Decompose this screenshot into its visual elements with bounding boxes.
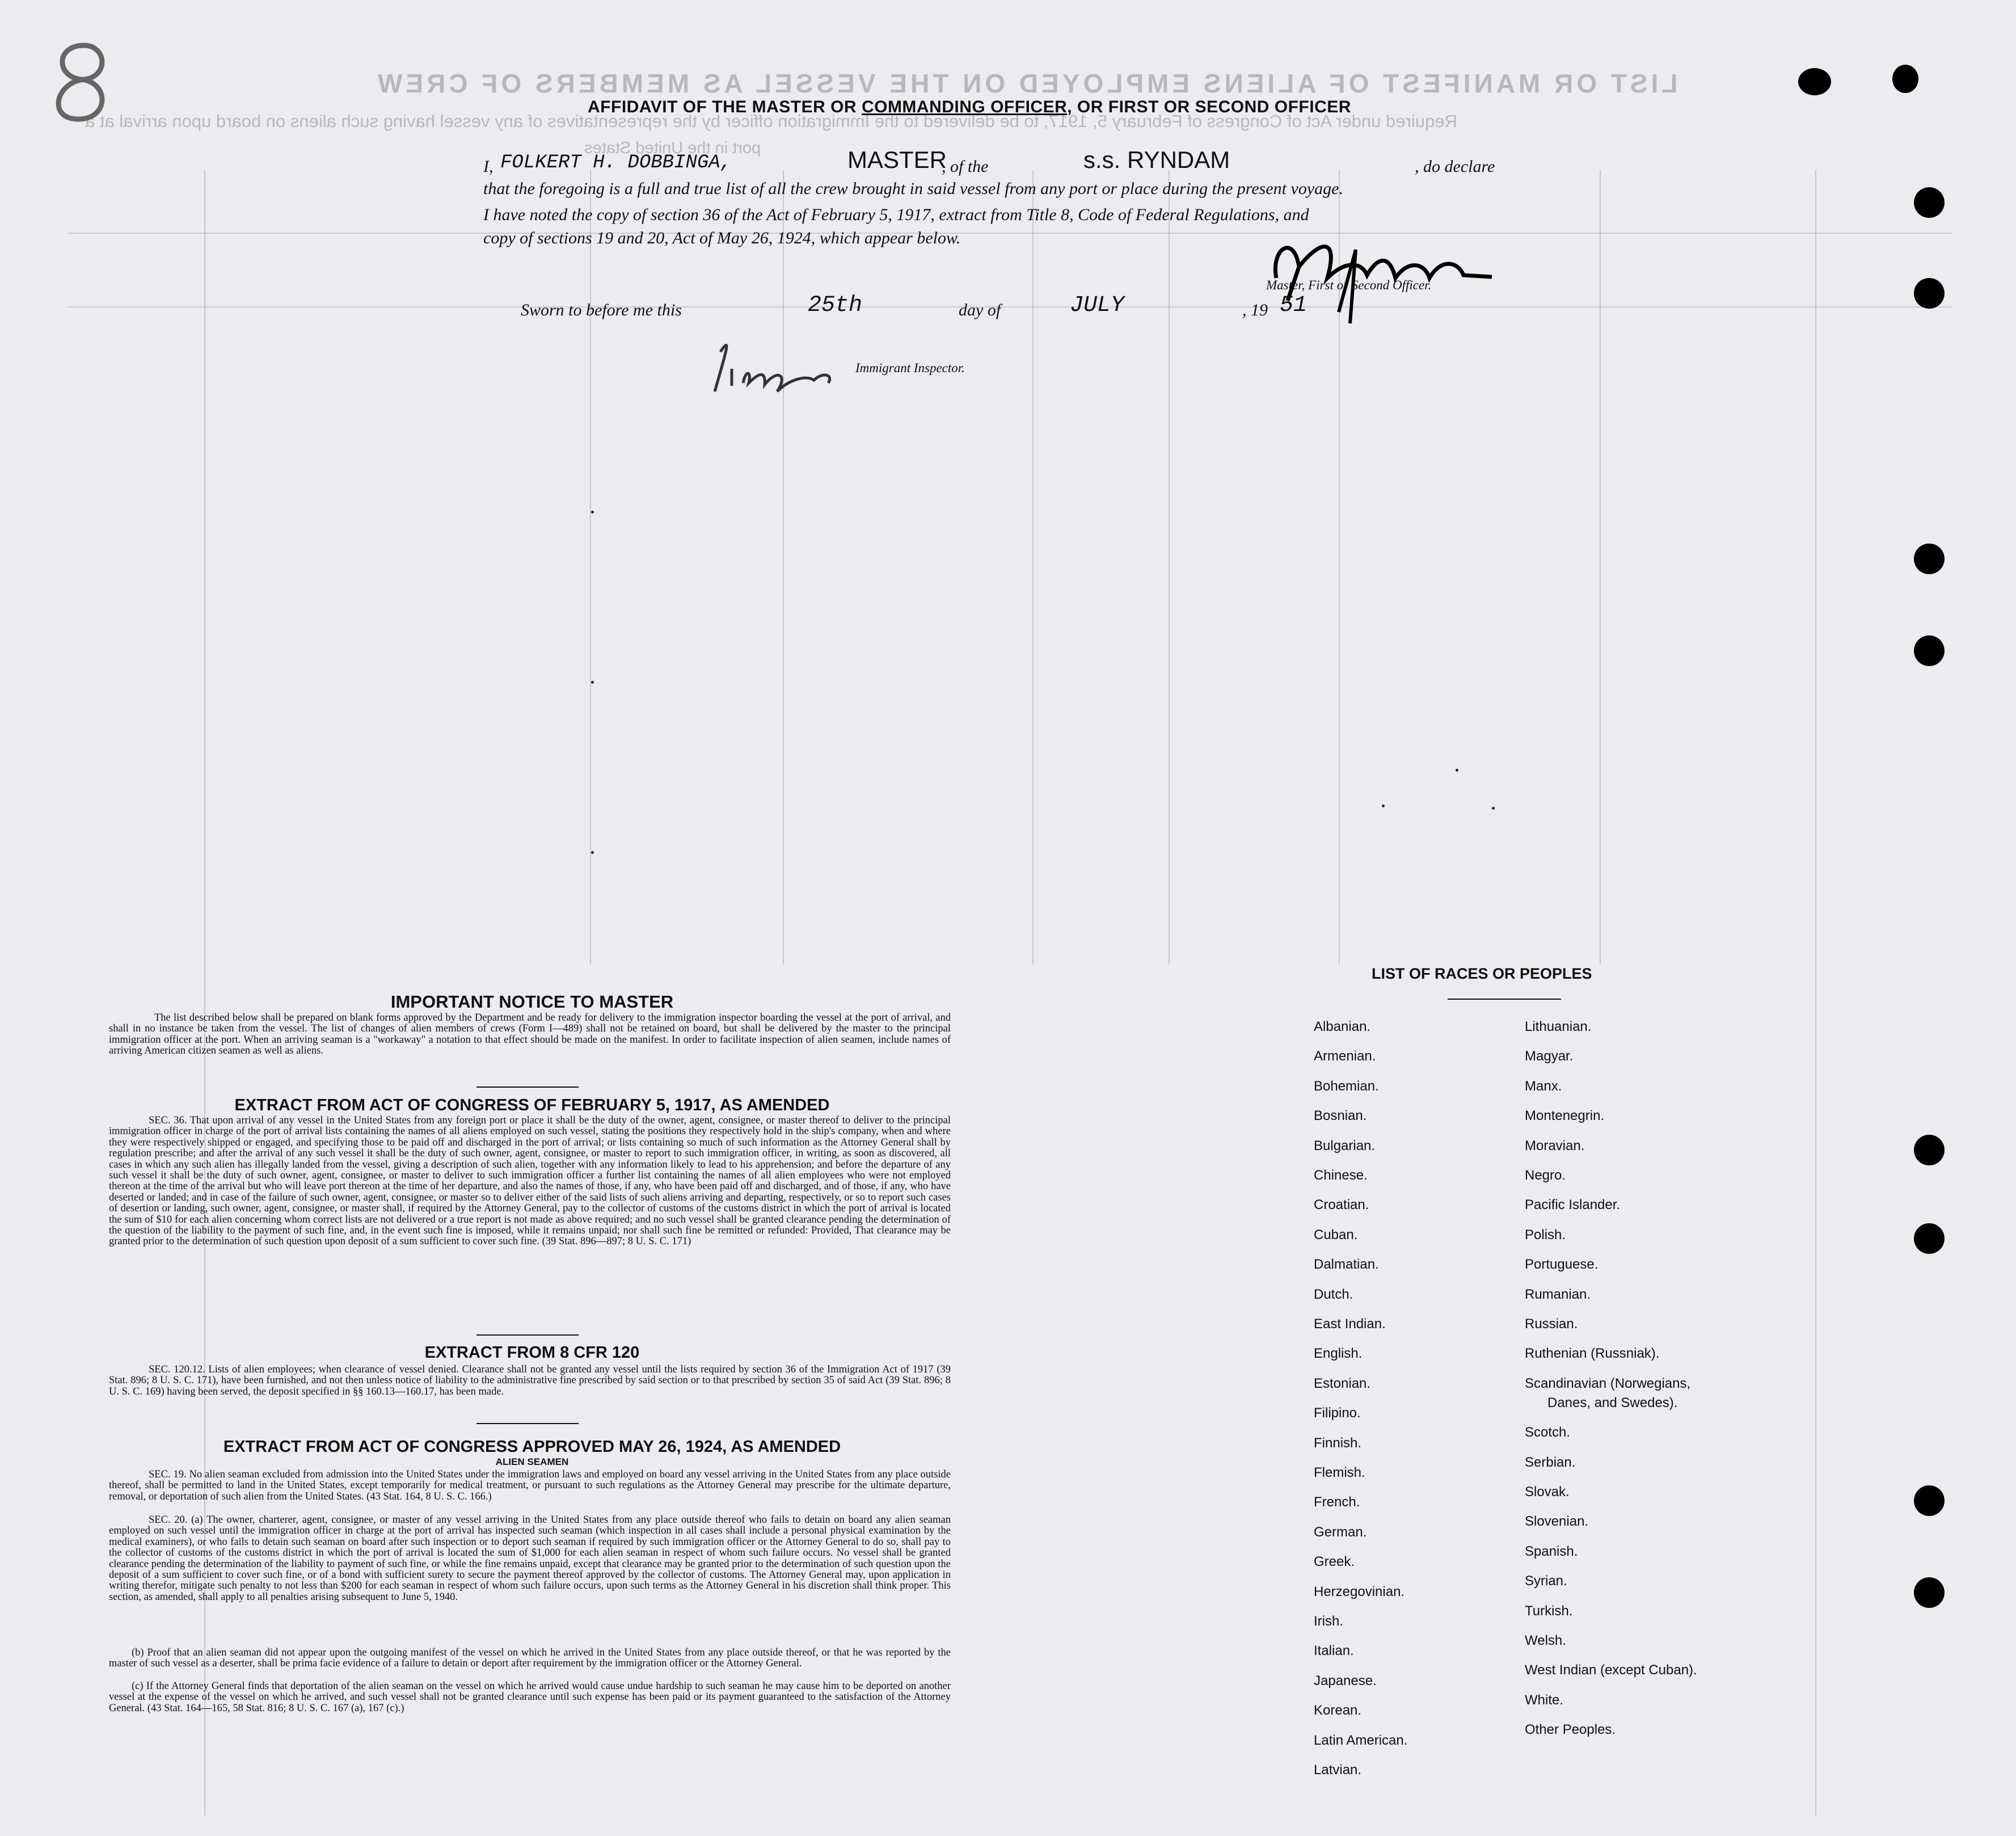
affidavit-line-2: that the foregoing is a full and true list of all the crew brought in said vessel from any port or place during the present voyage.	[483, 179, 1343, 198]
binder-hole	[1914, 1485, 1945, 1516]
race-item: Greek.	[1314, 1554, 1355, 1570]
extract-cfr-heading: EXTRACT FROM 8 CFR 120	[424, 1344, 640, 1362]
race-item: East Indian.	[1314, 1316, 1386, 1332]
binder-hole	[1914, 544, 1945, 574]
race-item: Spanish.	[1525, 1543, 1578, 1559]
bleedthrough-title: LIST OR MANIFEST OF ALIENS EMPLOYED ON THE VESSEL AS MEMBERS OF CREW	[374, 69, 1678, 98]
faint-column-rule	[590, 170, 591, 965]
race-item: Slovenian.	[1525, 1514, 1589, 1530]
extract-1917-heading: EXTRACT FROM ACT OF CONGRESS OF FEBRUARY 5, 1917, AS AMENDED	[234, 1096, 830, 1114]
race-item: Danes, and Swedes).	[1547, 1395, 1678, 1410]
race-item: Croatian.	[1314, 1197, 1369, 1213]
binder-hole	[1914, 187, 1945, 218]
faint-column-rule	[1032, 170, 1034, 965]
race-item: Bosnian.	[1314, 1108, 1367, 1124]
race-item: Latvian.	[1314, 1762, 1362, 1778]
sworn-day: 25th	[808, 293, 863, 318]
race-item: Chinese.	[1314, 1168, 1368, 1183]
divider	[476, 1423, 579, 1424]
race-item: German.	[1314, 1524, 1367, 1540]
do-declare-label: , do declare	[1415, 157, 1495, 176]
race-item: Syrian.	[1525, 1573, 1567, 1589]
pencil-number-mark	[44, 34, 118, 130]
race-item: Turkish.	[1525, 1603, 1573, 1619]
sec-20a-text: SEC. 20. (a) The owner, charterer, agent, consignee, or master of any vessel arriving in the United States from any place outside thereof who fails to detain on board any alien seaman employed on such vessel until the immigration officer in charge at the port of arrival has inspected such seaman (which inspection in all cases shall include a personal physical examination by the medical examiners), or who fails to detain such seaman on board after such inspection or to deport such seaman if required by such immigration officer or the Attorney General to do so, shall pay to the collector of customs of the customs district in which the port of arrival is located the sum of $1,000 for each alien seaman in respect of whom such failure occurs. No vessel shall be granted clearance pending the determination of the liability to payment of such fine, or while the fine remains unpaid, except that clearance may be granted prior to the determination of such question upon the deposit of a sum sufficient to cover such fine, or of a bond with sufficient surety to secure the payment thereof approved by the collector of customs. The Attorney General may, upon application in writing therefor, mitigate such penalty to not less than $200 for each seaman in respect of whom such failure occurs, upon such terms as the Attorney General in his discretion shall think proper. This section, as amended, shall apply to all penalties arising subsequent to June 5, 1940.	[109, 1514, 951, 1603]
race-item: French.	[1314, 1494, 1360, 1510]
race-item: Filipino.	[1314, 1405, 1361, 1421]
race-item: Albanian.	[1314, 1019, 1371, 1034]
sworn-month: JULY	[1070, 293, 1125, 318]
sec-20b-text: (b) Proof that an alien seaman did not appear upon the outgoing manifest of the vessel on which he arrived in the United States from any place outside thereof, or that he was reported by the master of such vessel as a deserter, shall be prima facie evidence of a failure to detain or deport after requirement by the immigration officer or the Attorney General.	[109, 1647, 951, 1670]
race-item: Herzegovinian.	[1314, 1584, 1405, 1599]
master-name: FOLKERT H. DOBBINGA,	[500, 152, 732, 174]
speck	[1382, 805, 1385, 807]
inspector-signature	[692, 318, 879, 409]
race-item: Bohemian.	[1314, 1078, 1379, 1094]
affidavit-line-4: copy of sections 19 and 20, Act of May 26, 1924, which appear below.	[483, 229, 961, 247]
race-item: Manx.	[1525, 1078, 1562, 1094]
race-item: Scotch.	[1525, 1425, 1571, 1441]
race-item: Estonian.	[1314, 1375, 1371, 1391]
binder-hole	[1892, 65, 1918, 93]
speck	[591, 681, 594, 684]
binder-hole	[1914, 1577, 1945, 1608]
alien-seamen-subheading: ALIEN SEAMEN	[495, 1456, 569, 1467]
divider	[476, 1087, 579, 1088]
race-item: Flemish.	[1314, 1465, 1365, 1480]
faint-column-rule	[1815, 170, 1816, 1816]
sworn-label: Sworn to before me this	[521, 301, 682, 319]
signature-caption: Master, First or Second Officer.	[1266, 278, 1432, 292]
race-item: West Indian (except Cuban).	[1525, 1662, 1697, 1678]
binder-hole	[1914, 1223, 1945, 1254]
race-item: Italian.	[1314, 1643, 1354, 1659]
race-item: Cuban.	[1314, 1227, 1358, 1243]
race-item: Dalmatian.	[1314, 1257, 1379, 1273]
extract-cfr-text: SEC. 120.12. Lists of alien employees; when clearance of vessel denied. Clearance shall not be granted any vessel until the lists required by section 36 of the Immigration Act of 1917 (39 Stat. 896; 8 U. S. C. 171), have been furnished, and not then unless notice of liability to the administrative fine prescribed by said section or to that prescribed by section 35 of said Act (39 Stat. 896; 8 U. S. C. 169) having been served, the deposit specified in §§ 160.13—160.17, has been made.	[109, 1364, 951, 1397]
binder-hole	[1914, 635, 1945, 666]
race-item: Lithuanian.	[1525, 1019, 1592, 1034]
binder-hole	[1914, 1135, 1945, 1165]
rank-value: MASTER	[847, 146, 947, 173]
extract-1924-heading: EXTRACT FROM ACT OF CONGRESS APPROVED MAY 26, 1924, AS AMENDED	[223, 1438, 841, 1456]
year-prefix: , 19	[1242, 301, 1268, 319]
race-item: Rumanian.	[1525, 1286, 1591, 1302]
inspector-caption: Immigrant Inspector.	[855, 361, 965, 375]
affidavit-line-3: I have noted the copy of section 36 of the Act of February 5, 1917, extract from Title 8, Code of Federal Regulations, and	[483, 205, 1309, 224]
faint-column-rule	[783, 170, 784, 965]
race-item: Irish.	[1314, 1614, 1344, 1629]
sec-20c-text: (c) If the Attorney General finds that deportation of the alien seaman on the vessel on which he arrived would cause undue hardship to such seaman he may cause him to be deported on another vessel at the expense of the vessel on which he arrived, and such vessel shall not be granted clearance until such expense has been paid or its payment guaranteed to the satisfaction of the Attorney General. (43 Stat. 164—165, 58 Stat. 816; 8 U. S. C. 167 (a), 167 (c).)	[109, 1681, 951, 1714]
race-item: White.	[1525, 1692, 1564, 1708]
binder-hole	[1914, 278, 1945, 309]
bleedthrough-line-2: port in the United States	[584, 139, 761, 157]
race-item: Korean.	[1314, 1703, 1362, 1719]
faint-column-rule	[1600, 170, 1601, 965]
of-the-label: , of the	[942, 157, 989, 176]
faint-row-rule	[68, 306, 1951, 308]
race-item: Bulgarian.	[1314, 1138, 1376, 1153]
race-item: Portuguese.	[1525, 1257, 1599, 1273]
race-item: English.	[1314, 1346, 1363, 1362]
race-item: Negro.	[1525, 1168, 1566, 1183]
extract-1917-text: SEC. 36. That upon arrival of any vessel in the United States from any foreign port or place it shall be the duty of the owner, agent, consignee, or master thereof to deliver to the principal immigration officer in charge of the port of arrival lists containing the names of all aliens employed on such vessel, stating the positions they respectively hold in the ship's company, when and where they were respectively shipped or engaged, and specifying those to be paid off and discharged in the port of arrival; or lists containing so much of such information as the Attorney General shall by regulation prescribe; and after the arrival of any such vessel it shall be the duty of such owner, agent, consignee, or master to report to such immigration officer, in writing, as soon as discovered, all cases in which any such alien has illegally landed from the vessel, giving a description of such alien, together with any information likely to lead to his apprehension; and before the departure of any such vessel it shall be the duty of such owner, agent, consignee, or master to deliver to such immigration officer a further list containing the names of all alien employees who were not employed thereon at the time of the arrival but who will leave port thereon at the time of her departure, and also the names of those, if any, who have been paid off and discharged, and of those, if any, who have deserted or landed; and in case of the failure of such owner, agent, consignee, or master so to deliver either of the said lists of such aliens arriving and departing, respectively, or so to report such cases of desertion or landing, such owner, agent, consignee, or master shall, if required by the Attorney General, pay to the collector of customs of the customs district in which the port of arrival is located the sum of $10 for each alien concerning whom correct lists are not delivered or a true report is not made as above required; and no such vessel shall be granted clearance pending the determination of the question of the liability to the payment of such fine, and, in the event such fine is imposed, while it remains unpaid; nor shall such fine be remitted or refunded: Provided, That clearance may be granted prior to the determination of such question upon deposit of a sum sufficient to cover such fine. (39 Stat. 896—897; 8 U. S. C. 171)	[109, 1115, 951, 1248]
race-item: Montenegrin.	[1525, 1108, 1605, 1124]
race-item: Russian.	[1525, 1316, 1578, 1332]
race-item: Dutch.	[1314, 1286, 1353, 1302]
speck	[1492, 807, 1495, 810]
race-item: Magyar.	[1525, 1048, 1574, 1064]
binder-hole	[1798, 68, 1831, 95]
notice-text: The list described below shall be prepared on blank forms approved by the Department and be ready for delivery to the immigration inspector boarding the vessel at the port of arrival, and shall in no instance be taken from the vessel. The list of changes of alien members of crews (Form I—489) shall not be retained on board, but shall be delivered by the master to the principal immigration officer at the port. When an arriving seaman is a "workaway" a notation to that effect should be made on the manifest. In order to facilitate inspection of alien seamen, include names of arriving American citizen seamen as well as aliens.	[109, 1012, 951, 1057]
speck	[1456, 769, 1458, 772]
divider	[1448, 999, 1561, 1000]
race-item: Other Peoples.	[1525, 1722, 1616, 1738]
bleedthrough-line-1: Required under Act of Congress of February 5, 1917, to be delivered to the Immigration officer by the representatives of any vessel having such aliens on board upon arrival at a	[85, 111, 1457, 131]
speck	[591, 851, 594, 854]
race-item: Finnish.	[1314, 1435, 1362, 1451]
race-item: Pacific Islander.	[1525, 1197, 1621, 1213]
race-item: Japanese.	[1314, 1673, 1377, 1688]
race-item: Latin American.	[1314, 1732, 1408, 1748]
affidavit-i: I,	[483, 157, 494, 176]
race-item: Scandinavian (Norwegians,	[1525, 1375, 1691, 1391]
faint-row-rule	[68, 233, 1951, 234]
race-item: Moravian.	[1525, 1138, 1585, 1153]
vessel-name: s.s. RYNDAM	[1083, 146, 1230, 173]
race-item: Polish.	[1525, 1227, 1566, 1243]
race-item: Welsh.	[1525, 1633, 1566, 1648]
faint-column-rule	[1169, 170, 1170, 965]
day-of-label: day of	[959, 301, 1001, 319]
divider	[476, 1334, 579, 1336]
sec-19-text: SEC. 19. No alien seaman excluded from admission into the United States under the immigration laws and employed on board any vessel arriving in the United States from any place outside thereof, shall be permitted to land in the United States, except temporarily for medical treatment, or pursuant to such regulations as the Attorney General may prescribe for the ultimate departure, removal, or deportation of such alien from the United States. (43 Stat. 164, 8 U. S. C. 166.)	[109, 1469, 951, 1502]
race-item: Armenian.	[1314, 1048, 1376, 1064]
speck	[591, 511, 594, 513]
race-item: Serbian.	[1525, 1454, 1576, 1470]
races-title: LIST OF RACES OR PEOPLES	[1372, 965, 1592, 982]
notice-heading: IMPORTANT NOTICE TO MASTER	[390, 992, 674, 1012]
sworn-year: 51	[1280, 293, 1308, 318]
affidavit-title: AFFIDAVIT OF THE MASTER OR COMMANDING OFFICER, OR FIRST OR SECOND OFFICER	[588, 98, 1351, 116]
race-item: Slovak.	[1525, 1484, 1570, 1500]
race-item: Ruthenian (Russniak).	[1525, 1346, 1660, 1362]
